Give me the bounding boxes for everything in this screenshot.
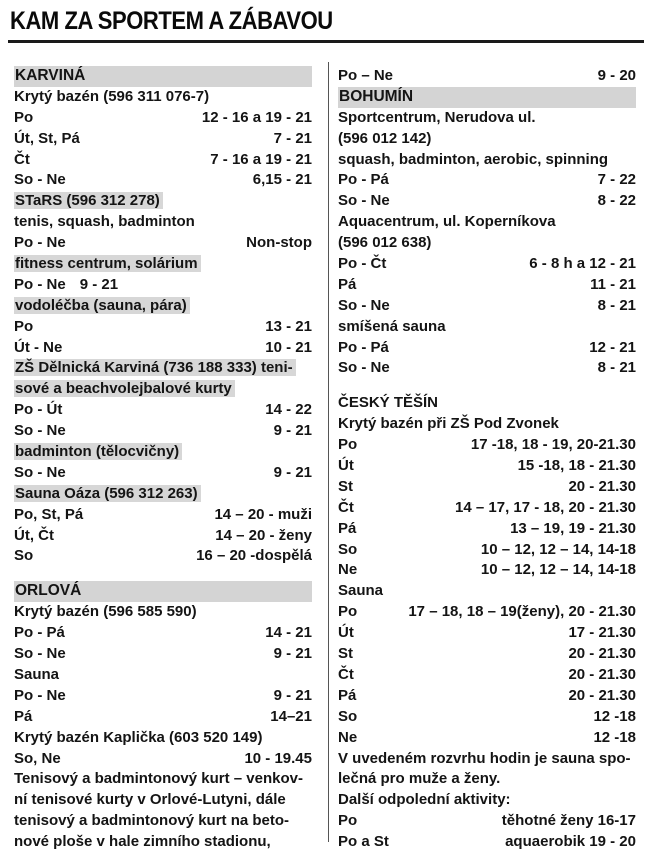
schedule-hours: 20 - 21.30 — [568, 645, 636, 663]
schedule-days: Pá — [338, 686, 357, 704]
schedule-row — [14, 170, 312, 191]
venue-line — [14, 87, 312, 108]
highlighted-venue-label: Sauna Oáza (596 312 263) — [14, 485, 201, 502]
schedule-row — [338, 686, 636, 707]
schedule-row — [14, 150, 312, 171]
schedule-row — [14, 623, 312, 644]
venue-line — [14, 832, 312, 853]
venue-label: ČESKÝ TĚŠÍN — [338, 394, 439, 412]
schedule-row — [338, 498, 636, 519]
schedule-row — [338, 191, 636, 212]
schedule-row — [338, 66, 636, 87]
schedule-days: So - Ne — [14, 463, 66, 481]
schedule-days: So — [338, 540, 358, 558]
venue-line — [14, 296, 312, 317]
schedule-row — [338, 707, 636, 728]
highlighted-venue-label: fitness centrum, solárium — [14, 255, 201, 272]
schedule-row — [14, 526, 312, 547]
city-heading-orlova — [14, 581, 312, 602]
schedule-hours: 8 - 21 — [597, 296, 636, 314]
city-heading-label: KARVINÁ — [15, 67, 86, 84]
schedule-row — [14, 317, 312, 338]
venue-label: (596 012 142) — [338, 129, 432, 147]
venue-label: lečná pro muže a ženy. — [338, 770, 501, 788]
schedule-hours: 12 -18 — [593, 707, 636, 725]
schedule-days: So - Ne — [14, 645, 66, 663]
schedule-hours: 14 – 17, 17 - 18, 20 - 21.30 — [455, 498, 636, 516]
schedule-days: Po - Út — [14, 401, 63, 419]
venue-label: Sauna — [14, 665, 60, 683]
venue-label: Sauna — [338, 582, 384, 600]
schedule-hours: 7 - 16 a 19 - 21 — [210, 150, 312, 168]
schedule-row — [338, 296, 636, 317]
venue-line — [14, 811, 312, 832]
schedule-row — [14, 546, 312, 567]
schedule-days: Út - Ne — [14, 338, 63, 356]
venue-label: Tenisový a badmintonový kurt – venkov- — [14, 770, 303, 788]
schedule-days: Po - Pá — [14, 624, 65, 642]
schedule-row — [338, 665, 636, 686]
schedule-hours: těhotné ženy 16-17 — [501, 812, 636, 830]
schedule-row — [338, 456, 636, 477]
schedule-hours: 17 - 21.30 — [568, 624, 636, 642]
column-divider — [328, 62, 329, 842]
schedule-row — [14, 707, 312, 728]
schedule-days: Čt — [338, 498, 354, 516]
schedule-hours: 9 - 21 — [273, 463, 312, 481]
page-title: KAM ZA SPORTEM A ZÁBAVOU — [10, 7, 333, 35]
venue-label: Krytý bazén (596 311 076-7) — [14, 87, 210, 105]
highlighted-venue-label: badminton (tělocvičny) — [14, 443, 182, 460]
venue-label: tenis, squash, badminton — [14, 213, 195, 231]
schedule-days: Pá — [14, 707, 33, 725]
schedule-row — [338, 358, 636, 379]
schedule-row — [14, 749, 312, 770]
venue-label: Krytý bazén Kaplička (603 520 149) — [14, 728, 263, 746]
schedule-hours: 17 – 18, 18 – 19(ženy), 20 - 21.30 — [408, 603, 636, 621]
schedule-row — [338, 560, 636, 581]
city-heading-karvina — [14, 66, 312, 87]
schedule-days: Ne — [338, 728, 358, 746]
city-heading-label: BOHUMÍN — [339, 87, 414, 105]
venue-line — [14, 379, 312, 400]
schedule-hours: 9 - 21 — [273, 645, 312, 663]
schedule-days: Po - Ne — [14, 234, 66, 252]
schedule-hours: 10 – 12, 12 – 14, 14-18 — [480, 540, 636, 558]
schedule-days: So — [14, 547, 34, 565]
venue-label: Další odpolední aktivity: — [338, 791, 511, 809]
venue-line — [338, 233, 636, 254]
city-heading-label: ORLOVÁ — [15, 582, 82, 600]
venue-line — [338, 212, 636, 233]
schedule-days: Po — [338, 436, 358, 454]
schedule-days: Út, Čt — [14, 526, 54, 544]
schedule-hours: 11 - 21 — [590, 275, 636, 293]
venue-line — [14, 442, 312, 463]
schedule-row — [338, 519, 636, 540]
venue-label: Aquacentrum, ul. Koperníkova — [338, 213, 556, 231]
highlighted-venue-label: sové a beachvolejbalové kurty — [14, 380, 235, 397]
schedule-days: Pá — [338, 519, 357, 537]
venue-label: squash, badminton, aerobic, spinning — [338, 150, 609, 168]
highlighted-venue-label: vodoléčba (sauna, pára) — [14, 297, 190, 314]
venue-line — [338, 749, 636, 770]
schedule-row — [338, 644, 636, 665]
title-rule — [8, 40, 644, 43]
schedule-hours: 20 - 21.30 — [568, 686, 636, 704]
schedule-days: Po - Pá — [338, 338, 389, 356]
schedule-row — [14, 338, 312, 359]
highlighted-venue-label: STaRS (596 312 278) — [14, 192, 163, 209]
venue-line — [338, 317, 636, 338]
schedule-row — [338, 170, 636, 191]
schedule-row — [14, 275, 312, 296]
venue-label: V uvedeném rozvrhu hodin je sauna spo- — [338, 749, 631, 767]
schedule-days: So, Ne — [14, 749, 61, 767]
schedule-row — [338, 275, 636, 296]
section-spacer — [338, 379, 636, 393]
venue-line — [338, 414, 636, 435]
venue-line — [14, 484, 312, 505]
venue-line — [14, 790, 312, 811]
venue-line — [14, 212, 312, 233]
schedule-days: Po — [14, 317, 34, 335]
schedule-days: Út — [338, 624, 354, 642]
venue-line — [14, 665, 312, 686]
schedule-hours: aquaerobik 19 - 20 — [505, 833, 636, 851]
schedule-days: Ne — [338, 561, 358, 579]
schedule-hours: 9 - 21 — [79, 275, 119, 293]
schedule-days: Po, St, Pá — [14, 505, 84, 523]
schedule-days: Út — [338, 457, 354, 475]
schedule-row — [14, 129, 312, 150]
schedule-hours: 9 - 20 — [597, 67, 636, 84]
schedule-row — [14, 644, 312, 665]
venue-label: Sportcentrum, Nerudova ul. — [338, 108, 536, 126]
schedule-hours: 17 -18, 18 - 19, 20-21.30 — [470, 436, 636, 454]
schedule-hours: 6 - 8 h a 12 - 21 — [529, 255, 636, 273]
venue-line — [338, 581, 636, 602]
venue-label: (596 012 638) — [338, 234, 432, 252]
schedule-days: Po — [338, 812, 358, 830]
schedule-days: Po - Čt — [338, 255, 387, 273]
schedule-days: St — [338, 477, 353, 495]
schedule-days: Pá — [338, 275, 357, 293]
schedule-hours: 16 – 20 -dospělá — [196, 547, 312, 565]
schedule-hours: 15 -18, 18 - 21.30 — [517, 457, 636, 475]
venue-label: nové ploše v hale zimního stadionu, — [14, 833, 271, 851]
city-heading-bohumin — [338, 87, 636, 108]
schedule-days: Po – Ne — [338, 67, 394, 84]
schedule-days: So — [338, 707, 358, 725]
venue-line — [14, 769, 312, 790]
schedule-row — [14, 686, 312, 707]
schedule-hours: 13 – 19, 19 - 21.30 — [510, 519, 636, 537]
schedule-days: Čt — [338, 665, 354, 683]
schedule-hours: 20 - 21.30 — [568, 477, 636, 495]
schedule-row — [14, 463, 312, 484]
schedule-row — [338, 728, 636, 749]
venue-line — [338, 790, 636, 811]
schedule-hours: 12 - 21 — [589, 338, 636, 356]
venue-line — [338, 129, 636, 150]
schedule-hours: 8 - 22 — [597, 192, 636, 210]
schedule-days: Po a St — [338, 833, 389, 851]
schedule-row — [338, 832, 636, 853]
schedule-hours: 14 – 20 - ženy — [215, 526, 312, 544]
venue-label: Krytý bazén při ZŠ Pod Zvonek — [338, 415, 559, 433]
schedule-days: Po - Ne — [14, 275, 66, 293]
right-column — [338, 66, 636, 853]
schedule-hours: 10 - 19.45 — [244, 749, 312, 767]
venue-label: Krytý bazén (596 585 590) — [14, 603, 197, 621]
venue-line — [14, 254, 312, 275]
schedule-hours: 12 - 16 a 19 - 21 — [201, 108, 312, 126]
schedule-hours: 12 -18 — [593, 728, 636, 746]
schedule-hours: Non-stop — [246, 234, 312, 252]
schedule-row — [338, 435, 636, 456]
schedule-days: So - Ne — [338, 296, 390, 314]
venue-line — [14, 358, 312, 379]
schedule-row — [338, 623, 636, 644]
schedule-row — [14, 505, 312, 526]
schedule-hours: 9 - 21 — [273, 422, 312, 440]
schedule-hours: 7 - 22 — [597, 171, 636, 189]
schedule-hours: 14 – 20 - muži — [214, 505, 312, 523]
schedule-hours: 20 - 21.30 — [568, 665, 636, 683]
schedule-days: So - Ne — [14, 171, 66, 189]
schedule-row — [14, 233, 312, 254]
schedule-days: Po — [338, 603, 358, 621]
venue-line — [338, 150, 636, 171]
schedule-hours: 14–21 — [270, 707, 312, 725]
schedule-hours: 14 - 21 — [265, 624, 312, 642]
schedule-hours: 10 – 12, 12 – 14, 14-18 — [480, 561, 636, 579]
schedule-days: Po — [14, 108, 34, 126]
schedule-days: Po - Pá — [338, 171, 389, 189]
section-spacer — [14, 567, 312, 581]
schedule-hours: 10 - 21 — [265, 338, 312, 356]
schedule-row — [14, 421, 312, 442]
highlighted-venue-label: ZŠ Dělnická Karviná (736 188 333) teni- — [14, 359, 296, 376]
venue-line — [338, 108, 636, 129]
schedule-hours: 13 - 21 — [265, 317, 312, 335]
venue-label: tenisový a badmintonový kurt na beto- — [14, 812, 290, 830]
schedule-days: Po - Ne — [14, 686, 66, 704]
schedule-row — [338, 477, 636, 498]
schedule-days: Čt — [14, 150, 30, 168]
left-column — [14, 66, 312, 853]
schedule-days: So - Ne — [338, 359, 390, 377]
schedule-hours: 14 - 22 — [265, 401, 312, 419]
venue-label: smíšená sauna — [338, 317, 446, 335]
schedule-days: So - Ne — [338, 192, 390, 210]
venue-line — [14, 728, 312, 749]
schedule-row — [338, 338, 636, 359]
schedule-hours: 9 - 21 — [273, 686, 312, 704]
schedule-row — [338, 540, 636, 561]
venue-line — [14, 191, 312, 212]
schedule-row — [338, 602, 636, 623]
schedule-row — [338, 254, 636, 275]
venue-line — [14, 602, 312, 623]
venue-label: ní tenisové kurty v Orlové-Lutyni, dále — [14, 791, 286, 809]
schedule-row — [14, 108, 312, 129]
schedule-days: Út, St, Pá — [14, 129, 80, 147]
schedule-row — [338, 811, 636, 832]
schedule-hours: 7 - 21 — [273, 129, 312, 147]
schedule-days: So - Ne — [14, 422, 66, 440]
schedule-row — [14, 400, 312, 421]
venue-line — [338, 769, 636, 790]
schedule-hours: 8 - 21 — [597, 359, 636, 377]
schedule-days: St — [338, 645, 353, 663]
venue-line — [338, 393, 636, 414]
schedule-hours: 6,15 - 21 — [252, 171, 312, 189]
